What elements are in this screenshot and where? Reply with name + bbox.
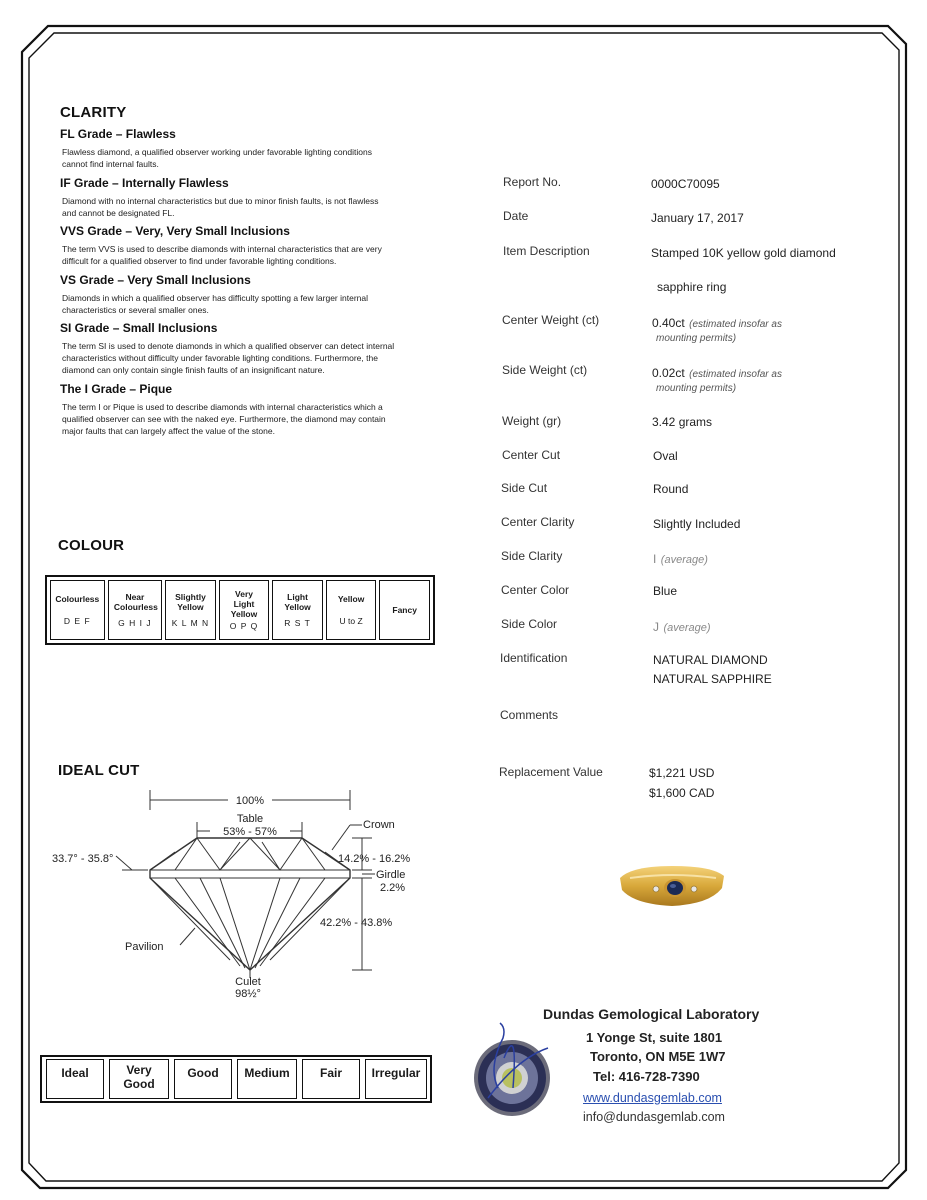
cut-grade-fair: Fair [302, 1059, 360, 1099]
label-center-weight: Center Weight (ct) [502, 313, 600, 327]
grade-title-vvs: VVS Grade – Very, Very Small Inclusions [60, 224, 290, 238]
label-crown-height: 14.2% - 16.2% [338, 853, 411, 865]
value-replacement-usd: $1,221 USD [649, 766, 715, 780]
label-side-color: Side Color [501, 617, 558, 631]
colour-cell-yellow: Yellow U to Z [326, 580, 377, 640]
label-comments: Comments [500, 708, 559, 722]
cut-grade-very-good: Very Good [109, 1059, 169, 1099]
label-crown: Crown [363, 819, 395, 831]
colour-cell-very-light-yellow: Very Light Yellow O P Q [219, 580, 270, 640]
grade-desc-si: The term SI is used to denote diamonds in which a qualified observer can detect internal characteristics without difficulty under favorable lighting conditions. Furthermore, the diamond can only contain single finish faults of an insignificant nature. [62, 341, 395, 375]
clarity-heading: CLARITY [60, 104, 127, 121]
value-center-cut: Oval [653, 449, 678, 463]
grade-desc-i: The term I or Pique is used to describe diamonds with internal characteristics which a qualified observer can see with the naked eye. Furthermore, the diamond may contain major faults that can largely affect the value of the stone. [62, 402, 386, 436]
label-pavilion: Pavilion [125, 941, 164, 953]
value-weight: 3.42 grams [652, 415, 713, 429]
label-table: Table [236, 813, 264, 825]
label-pavilion-depth: 42.2% - 43.8% [320, 917, 393, 929]
label-side-clarity: Side Clarity [501, 549, 563, 563]
value-date: January 17, 2017 [651, 211, 744, 225]
ideal-cut-heading: IDEAL CUT [58, 762, 140, 779]
label-girdle: Girdle [376, 869, 406, 881]
label-replacement-value: Replacement Value [499, 765, 603, 779]
lab-email: info@dundasgemlab.com [583, 1110, 725, 1124]
value-side-cut: Round [653, 482, 689, 496]
value-side-color: J (average) [653, 620, 711, 634]
label-crown-angle: 33.7° - 35.8° [52, 853, 114, 865]
value-side-clarity: I (average) [653, 552, 708, 566]
grade-title-fl: FL Grade – Flawless [60, 127, 176, 141]
note-center-weight: mounting permits) [656, 333, 737, 344]
lab-address-line1: 1 Yonge St, suite 1801 [586, 1030, 723, 1045]
value-center-color: Blue [653, 584, 678, 598]
label-identification: Identification [500, 651, 568, 665]
label-girdle-value: 2.2% [380, 882, 406, 894]
colour-cell-slightly-yellow: Slightly Yellow K L M N [165, 580, 216, 640]
value-identification-line2: NATURAL SAPPHIRE [653, 672, 772, 686]
lab-website-link[interactable]: www.dundasgemlab.com [583, 1091, 722, 1105]
colour-cell-fancy: Fancy [379, 580, 430, 640]
label-culet-value: 98½° [235, 988, 261, 1000]
label-center-color: Center Color [501, 583, 570, 597]
grade-desc-vvs: The term VVS is used to describe diamonds with internal characteristics that are very difficult for a qualified observer to find under favorable lighting conditions. [62, 244, 382, 266]
label-date: Date [503, 209, 529, 223]
label-center-clarity: Center Clarity [501, 515, 575, 529]
value-item-description: Stamped 10K yellow gold diamond [651, 246, 836, 260]
value-side-weight: 0.02ct (estimated insofar as [652, 366, 782, 380]
label-culet: Culet [235, 976, 261, 988]
label-side-cut: Side Cut [501, 481, 548, 495]
cut-grade-medium: Medium [237, 1059, 297, 1099]
label-report-no: Report No. [503, 175, 562, 189]
label-center-cut: Center Cut [502, 448, 561, 462]
colour-cell-near-colourless: Near Colourless G H I J [108, 580, 163, 640]
note-side-weight: mounting permits) [656, 383, 737, 394]
value-replacement-cad: $1,600 CAD [649, 786, 715, 800]
grade-desc-fl: Flawless diamond, a qualified observer working under favorable lighting conditions cannot find internal faults. [62, 147, 372, 169]
value-report-no: 0000C70095 [651, 177, 720, 191]
label-weight: Weight (gr) [502, 414, 562, 428]
value-item-description-line2: sapphire ring [657, 280, 727, 294]
value-center-clarity: Slightly Included [653, 517, 741, 531]
cut-grade-irregular: Irregular [365, 1059, 427, 1099]
lab-name: Dundas Gemological Laboratory [543, 1006, 760, 1022]
grade-title-i: The I Grade – Pique [60, 382, 173, 396]
cut-grade-good: Good [174, 1059, 232, 1099]
grade-title-vs: VS Grade – Very Small Inclusions [60, 273, 251, 287]
grade-desc-vs: Diamonds in which a qualified observer has difficulty spotting a few larger internal characteristics or several smaller ones. [62, 293, 369, 315]
lab-telephone: Tel: 416-728-7390 [593, 1069, 700, 1084]
grade-desc-if: Diamond with no internal characteristics but due to minor finish faults, is not flawless and cannot be designated FL. [62, 196, 379, 218]
colour-cell-light-yellow: Light Yellow R S T [272, 580, 323, 640]
grade-title-si: SI Grade – Small Inclusions [60, 321, 218, 335]
colour-scale-table [45, 575, 435, 645]
value-center-weight: 0.40ct (estimated insofar as [652, 316, 782, 330]
diamond-proportion-diagram [40, 780, 440, 1010]
value-identification: NATURAL DIAMOND [653, 653, 768, 667]
lab-address-line2: Toronto, ON M5E 1W7 [590, 1049, 726, 1064]
ring-photo [612, 858, 732, 918]
colour-heading: COLOUR [58, 537, 125, 554]
label-width: 100% [235, 795, 265, 807]
lab-seal-stamp [458, 1018, 566, 1118]
cut-grade-ideal: Ideal [46, 1059, 104, 1099]
label-item-description: Item Description [503, 244, 590, 258]
label-table-range: 53% - 57% [223, 826, 277, 838]
grade-title-if: IF Grade – Internally Flawless [60, 176, 229, 190]
label-side-weight: Side Weight (ct) [502, 363, 588, 377]
colour-cell-colourless: Colourless D E F [50, 580, 105, 640]
